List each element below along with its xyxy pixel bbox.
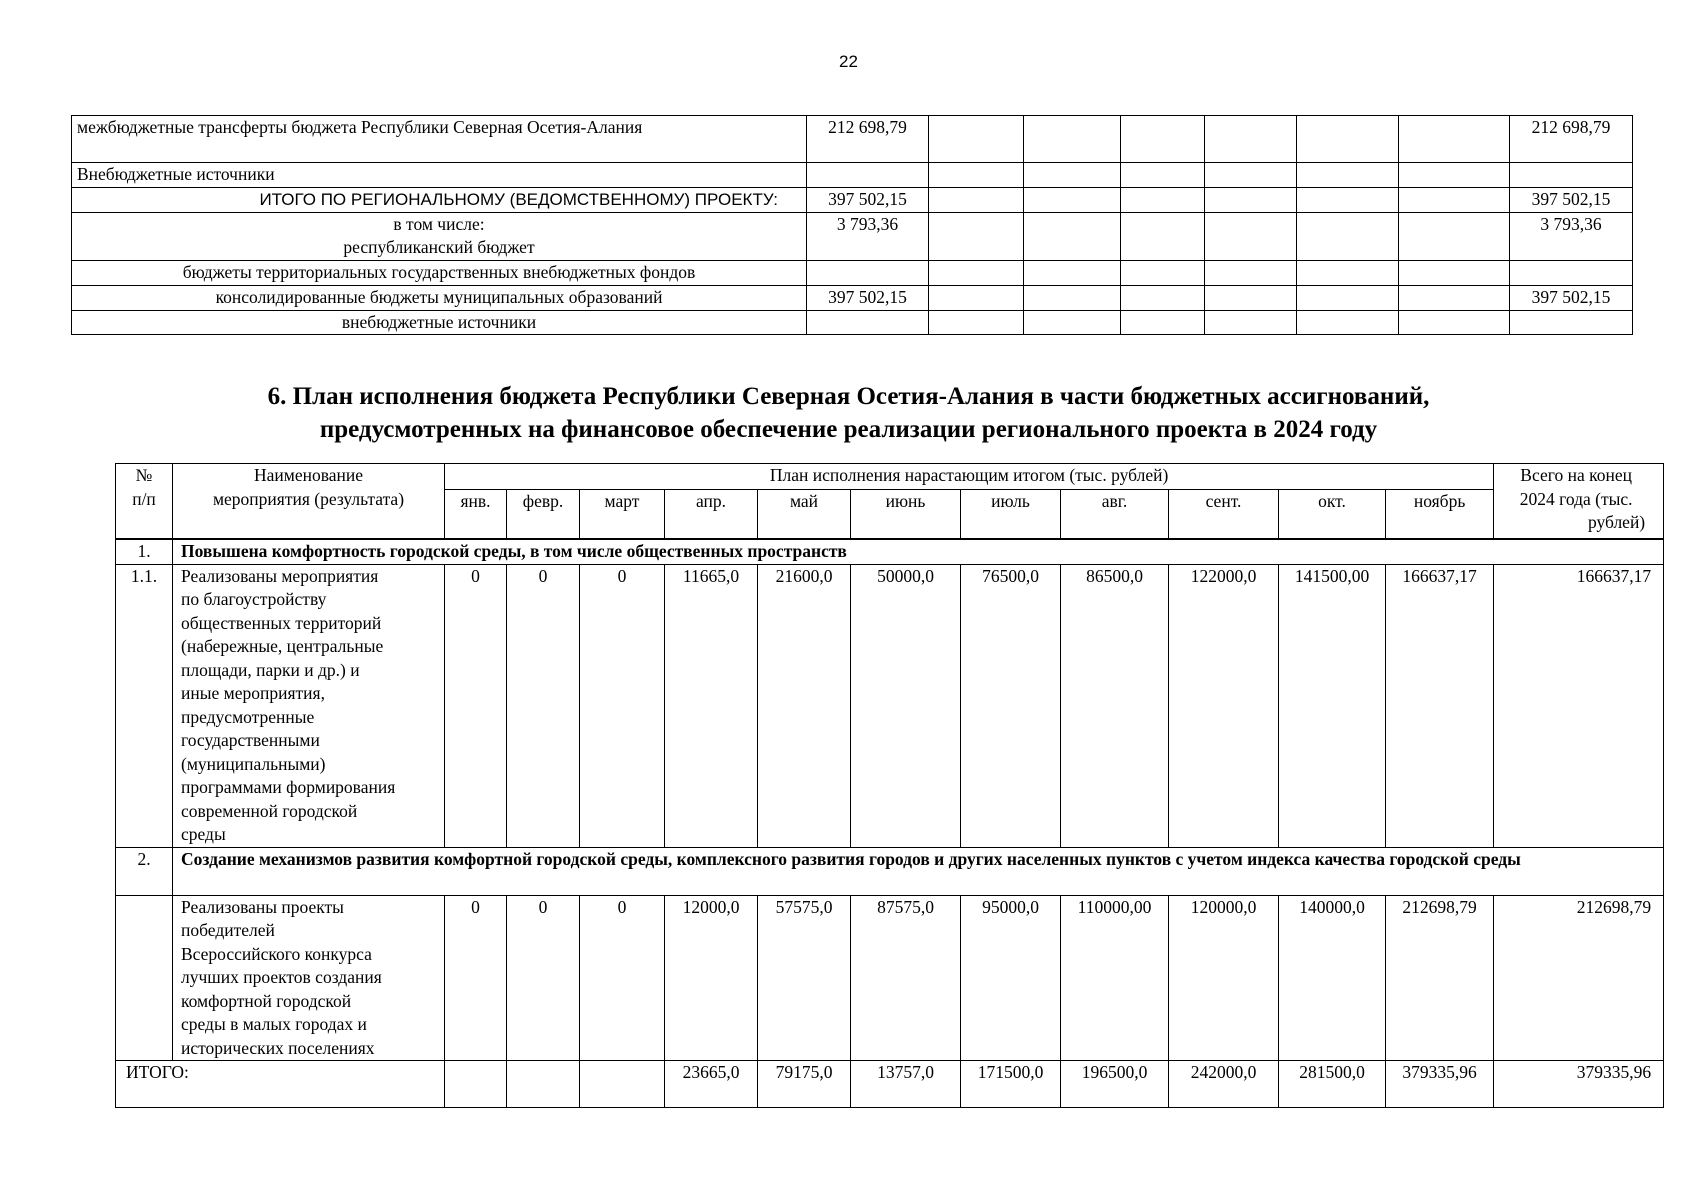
cell-value: 3 793,36 [807, 213, 929, 261]
cell-value: 0 [507, 895, 580, 1061]
row-label: бюджеты территориальных государственных внебюджетных фондов [72, 261, 807, 286]
cell-value: 110000,00 [1061, 895, 1169, 1061]
row-label-line: республиканский бюджет [343, 237, 535, 257]
cell-value: 57575,0 [758, 895, 851, 1061]
cell-total: 212698,79 [1494, 895, 1664, 1061]
cell-value [807, 163, 929, 188]
header-month: июль [961, 490, 1061, 539]
cell-value: 166637,17 [1386, 564, 1494, 847]
row-name-line: современной городской [181, 800, 358, 821]
table-row [116, 895, 1664, 1061]
cell-value: 122000,0 [1169, 564, 1279, 847]
row-name-line: общественных территорий [181, 612, 382, 633]
cell-total: 379335,96 [1494, 1061, 1664, 1108]
row-name-line: (набережные, центральные [181, 636, 384, 656]
row-name-line: (муниципальными) [181, 753, 326, 774]
section-heading [0, 380, 1697, 446]
row-name [173, 564, 445, 847]
row-label-line: в том числе: [393, 214, 485, 234]
cell-value: 0 [445, 895, 507, 1061]
total-row [116, 1061, 1664, 1108]
header-month: март [580, 490, 665, 539]
cell-value: 11665,0 [665, 564, 758, 847]
cell-total: 397 502,15 [1510, 286, 1633, 311]
header-total-line: Всего на конец [1520, 465, 1632, 485]
cell-value: 397 502,15 [807, 188, 929, 213]
cell-value: 95000,0 [961, 895, 1061, 1061]
cell-value: 281500,0 [1279, 1061, 1386, 1108]
row-num: 1.1. [116, 564, 173, 847]
row-name-line: победителей [181, 920, 275, 940]
cell-value: 212 698,79 [807, 116, 929, 163]
row-label: межбюджетные трансферты бюджета Республики Северная Осетия-Алания [72, 116, 807, 163]
header-month: окт. [1279, 490, 1386, 539]
cell-value: 0 [445, 564, 507, 847]
row-name-line: среды [181, 824, 226, 844]
section-title: Создание механизмов развития комфортной городской среды, комплексного развития городов и других населенных пунктов с учетом индекса качества городской среды [173, 847, 1664, 895]
row-name-line: по благоустройству [181, 589, 327, 609]
cell-value: 196500,0 [1061, 1061, 1169, 1108]
row-name-line: программами формирования [181, 777, 396, 797]
cell-value: 13757,0 [851, 1061, 961, 1108]
row-name-line: исторических поселениях [181, 1037, 375, 1058]
section-title: Повышена комфортность городской среды, в том числе общественных пространств [173, 539, 1664, 564]
cell-value: 379335,96 [1386, 1061, 1494, 1108]
header-name-line: Наименование [253, 465, 364, 485]
cell-value [807, 261, 929, 286]
row-name-line: лучших проектов создания [181, 967, 382, 987]
row-label: ИТОГО ПО РЕГИОНАЛЬНОМУ (ВЕДОМСТВЕННОМУ) ПРОЕКТУ: [72, 188, 807, 213]
section-num: 1. [116, 539, 173, 564]
section-row [116, 847, 1664, 895]
header-num-line: № [135, 465, 153, 485]
header-month: авг. [1061, 490, 1169, 539]
header-num-line: п/п [132, 488, 156, 509]
row-label: внебюджетные источники [72, 311, 807, 335]
header-plan: План исполнения нарастающим итогом (тыс. рублей) [445, 464, 1494, 490]
table-row [72, 188, 1633, 213]
table-row [72, 163, 1633, 188]
row-label [72, 213, 807, 261]
cell-value: 0 [580, 564, 665, 847]
header-name-line: мероприятия (результата) [212, 488, 405, 509]
cell-value [507, 1061, 580, 1108]
row-name-line: среды в малых городах и [181, 1014, 367, 1034]
cell-value: 12000,0 [665, 895, 758, 1061]
table-row [72, 261, 1633, 286]
row-name-line: площади, парки и др.) и [181, 659, 360, 680]
cell-value: 397 502,15 [807, 286, 929, 311]
cell-total: 397 502,15 [1510, 188, 1633, 213]
cell-value [445, 1061, 507, 1108]
header-total-line: рублей) [1587, 512, 1646, 532]
header-month: апр. [665, 490, 758, 539]
row-num [116, 895, 173, 1061]
cell-total [1510, 261, 1633, 286]
row-name-line: Всероссийского конкурса [181, 943, 372, 964]
budget-sources-table [71, 115, 1633, 335]
cell-value: 141500,00 [1279, 564, 1386, 847]
header-month: сент. [1169, 490, 1279, 539]
row-name-line: предусмотренные [181, 706, 315, 727]
cell-value: 86500,0 [1061, 564, 1169, 847]
header-num [116, 464, 173, 540]
cell-value [580, 1061, 665, 1108]
header-month: июнь [851, 490, 961, 539]
page-number: 22 [839, 52, 858, 71]
cell-total: 3 793,36 [1510, 213, 1633, 261]
cell-total [1510, 311, 1633, 335]
cell-value: 87575,0 [851, 895, 961, 1061]
cell-value: 212698,79 [1386, 895, 1494, 1061]
row-name-line: комфортной городской [181, 990, 352, 1011]
cell-value: 21600,0 [758, 564, 851, 847]
cell-total: 166637,17 [1494, 564, 1664, 847]
cell-value: 50000,0 [851, 564, 961, 847]
row-name-line: государственными [181, 730, 320, 750]
total-label: ИТОГО: [116, 1061, 445, 1108]
budget-plan-table [115, 463, 1664, 1108]
row-label: Внебюджетные источники [72, 163, 807, 188]
cell-total [1510, 163, 1633, 188]
cell-total: 212 698,79 [1510, 116, 1633, 163]
header-month: февр. [507, 490, 580, 539]
header-month: май [758, 490, 851, 539]
cell-value: 23665,0 [665, 1061, 758, 1108]
row-name-line: Реализованы проекты [181, 896, 344, 917]
table-row [72, 286, 1633, 311]
header-name [173, 464, 445, 540]
header-total [1494, 464, 1664, 540]
cell-value: 140000,0 [1279, 895, 1386, 1061]
row-name [173, 895, 445, 1061]
cell-value: 76500,0 [961, 564, 1061, 847]
table-row [72, 311, 1633, 335]
row-name-line: иные мероприятия, [181, 683, 325, 703]
header-total-line: 2024 года (тыс. [1519, 488, 1633, 509]
cell-value: 120000,0 [1169, 895, 1279, 1061]
section-heading-line: 6. План исполнения бюджета Республики Северная Осетия-Алания в части бюджетных ассигнований, [267, 383, 1430, 410]
table-row [72, 116, 1633, 163]
section-num: 2. [116, 847, 173, 895]
row-name-line: Реализованы мероприятия [181, 565, 379, 586]
header-row [116, 464, 1664, 490]
section-heading-line: предусмотренных на финансовое обеспечение реализации регионального проекта в 2024 году [319, 416, 1378, 443]
cell-value [807, 311, 929, 335]
section-row [116, 539, 1664, 564]
table-row [72, 213, 1633, 261]
cell-value: 79175,0 [758, 1061, 851, 1108]
cell-value: 0 [507, 564, 580, 847]
header-month: ноябрь [1386, 490, 1494, 539]
row-label: консолидированные бюджеты муниципальных образований [72, 286, 807, 311]
cell-value: 242000,0 [1169, 1061, 1279, 1108]
cell-value: 171500,0 [961, 1061, 1061, 1108]
header-month: янв. [445, 490, 507, 539]
cell-value: 0 [580, 895, 665, 1061]
table-row [116, 564, 1664, 847]
